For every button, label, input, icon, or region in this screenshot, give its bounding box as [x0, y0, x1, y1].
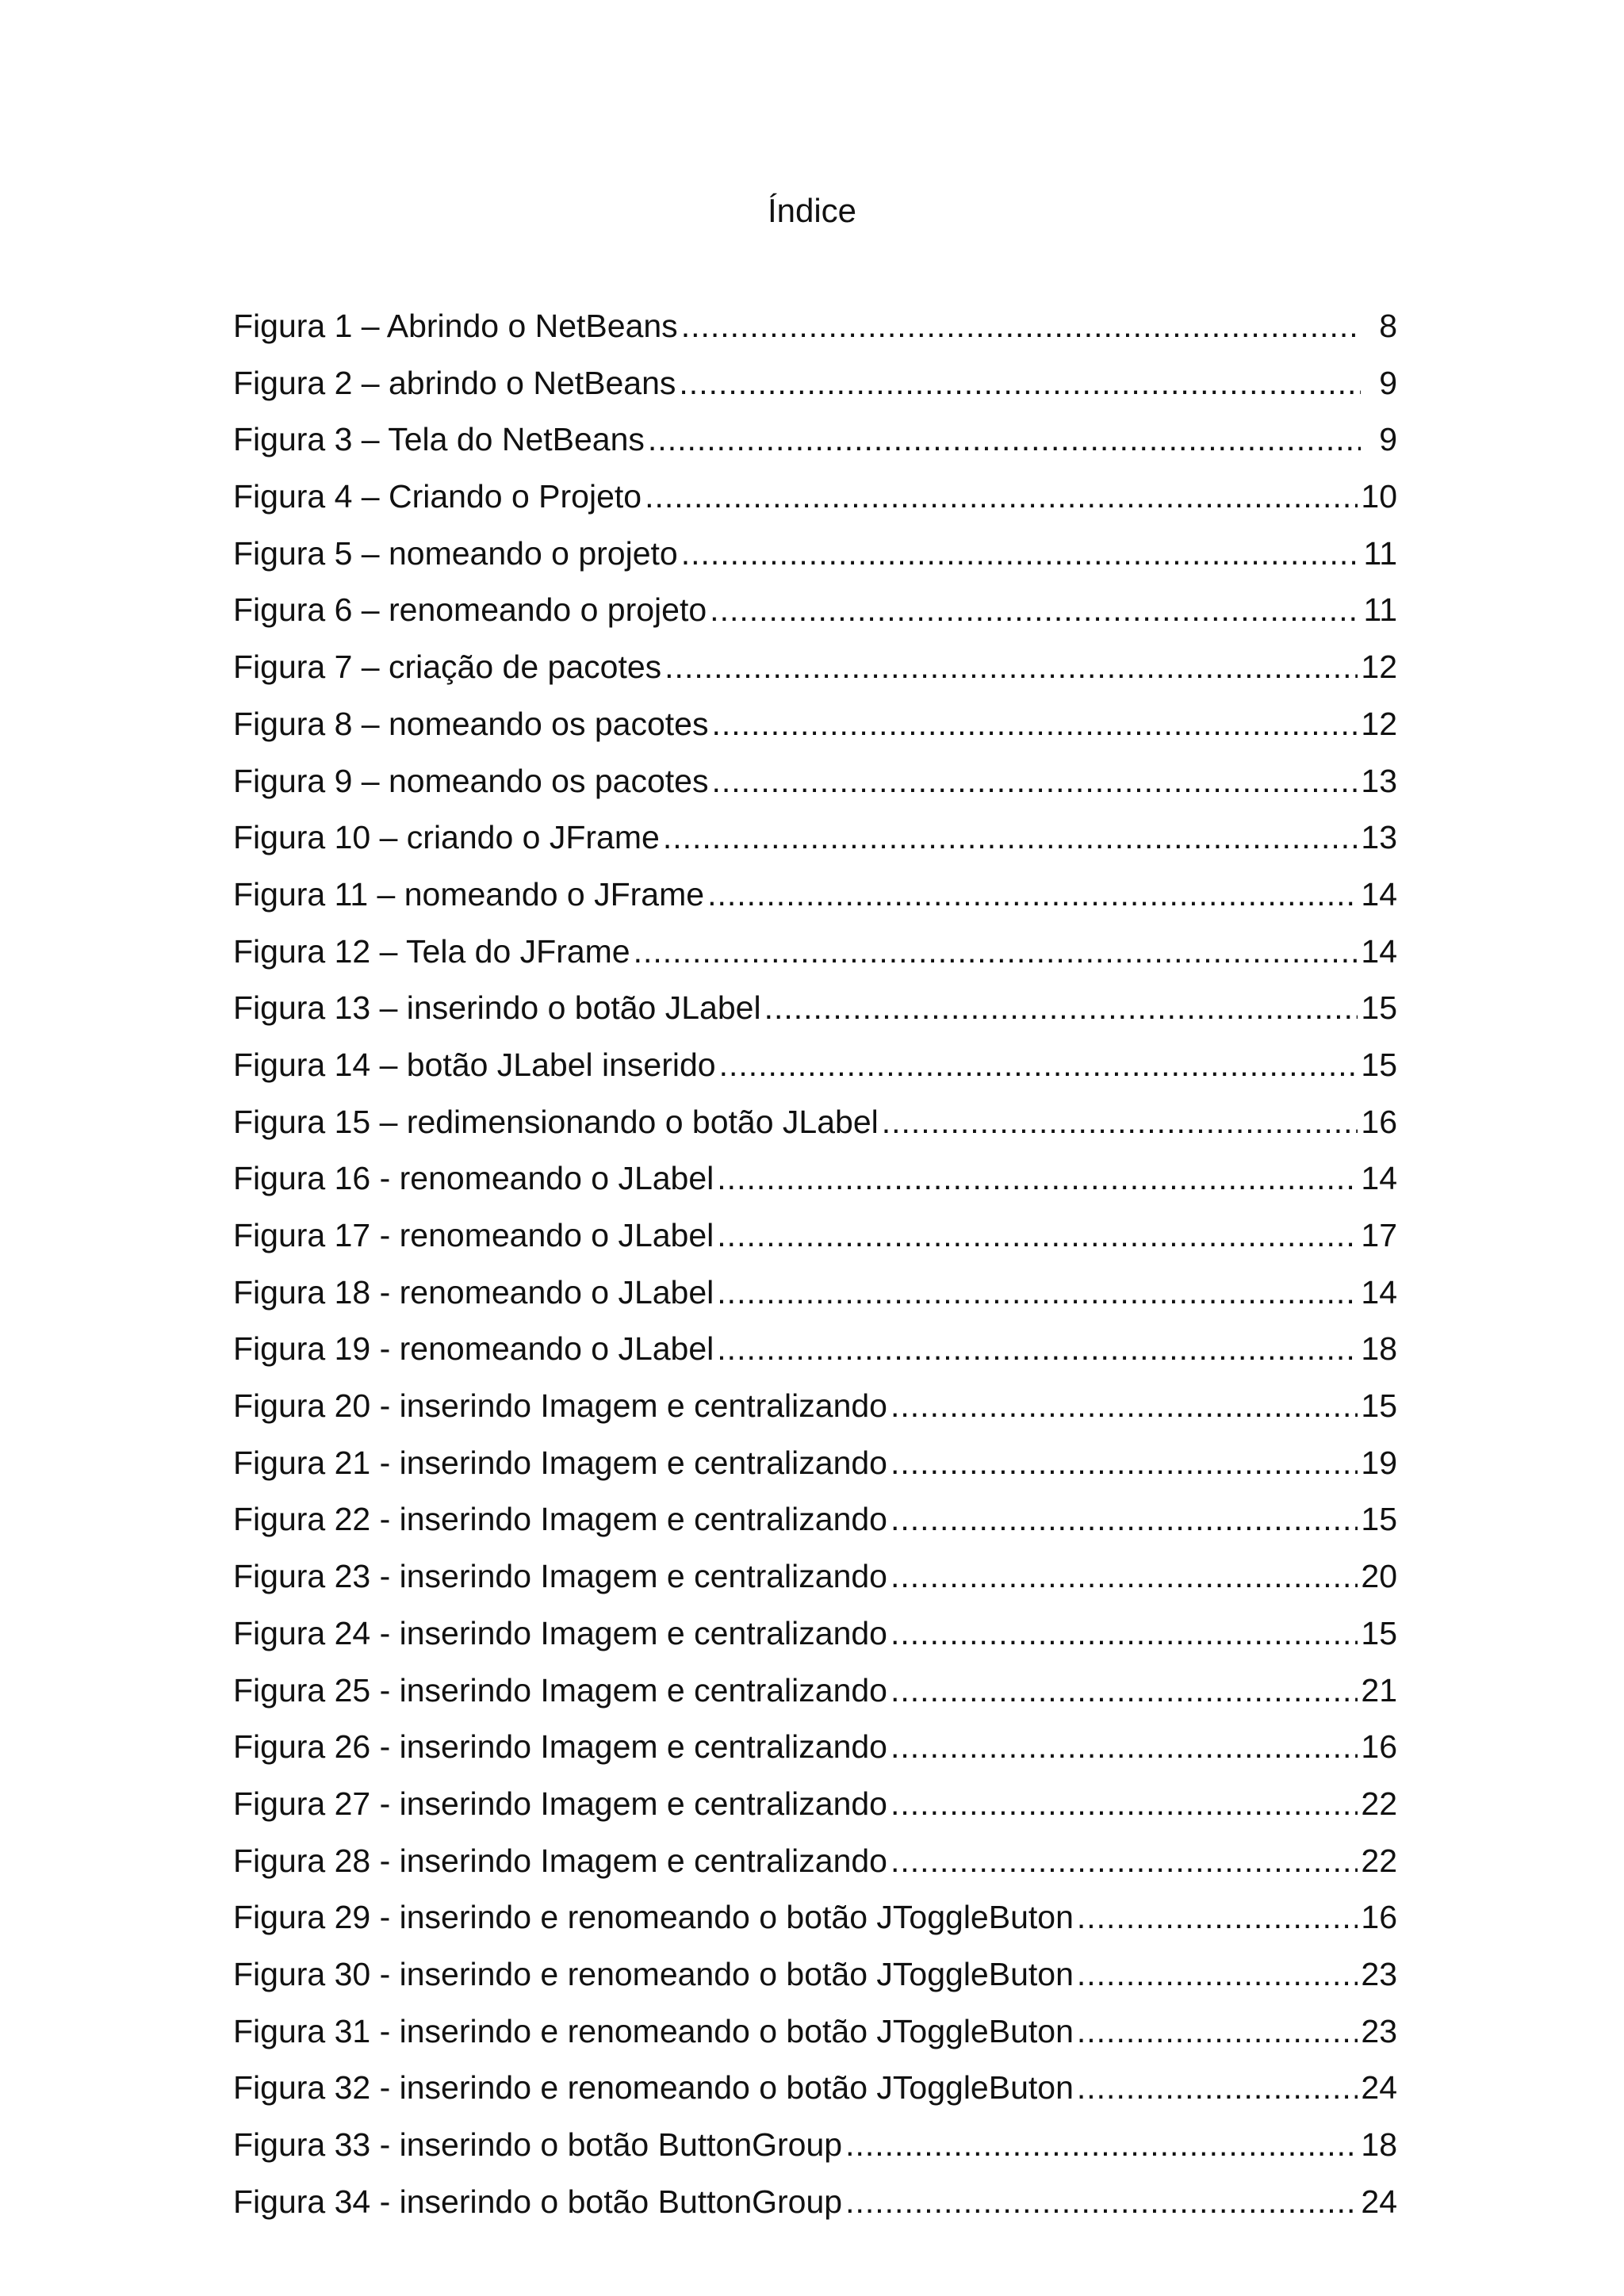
toc-entry-page-number: 24 [1361, 2069, 1397, 2107]
toc-entry[interactable] [233, 1613, 1397, 1670]
dot-leader [764, 987, 1358, 1028]
toc-entry[interactable] [233, 362, 1397, 419]
toc-entry[interactable] [233, 1498, 1397, 1556]
toc-entry-label: Figura 3 – Tela do NetBeans [233, 421, 645, 458]
toc-entry[interactable] [233, 2011, 1397, 2068]
toc-entry[interactable] [233, 1385, 1397, 1442]
dot-leader [845, 2181, 1358, 2222]
toc-entry-label: Figura 16 - renomeando o JLabel [233, 1160, 714, 1197]
toc-entry-page-number: 16 [1361, 1103, 1397, 1140]
toc-entry-label: Figura 7 – criação de pacotes [233, 649, 662, 686]
dot-leader [665, 646, 1358, 687]
toc-entry-page-number: 17 [1361, 1217, 1397, 1253]
page-title: Índice [767, 192, 857, 229]
toc-entry[interactable] [233, 874, 1397, 931]
toc-entry-page-number: 16 [1361, 1728, 1397, 1766]
toc-entry-label: Figura 25 - inserindo Imagem e centralizando [233, 1671, 887, 1709]
dot-leader [634, 931, 1358, 972]
toc-entry[interactable] [233, 1442, 1397, 1499]
toc-entry[interactable] [233, 2124, 1397, 2181]
toc-entry-page-number: 12 [1361, 649, 1397, 686]
toc-entry-label: Figura 22 - inserindo Imagem e centralizando [233, 1501, 887, 1538]
dot-leader [679, 362, 1361, 404]
dot-leader [711, 760, 1358, 802]
toc-entry-label: Figura 34 - inserindo o botão ButtonGroup [233, 2183, 843, 2220]
toc-entry-label: Figura 15 – redimensionando o botão JLabel [233, 1103, 879, 1140]
toc-entry-label: Figura 1 – Abrindo o NetBeans [233, 308, 678, 344]
toc-entry-label: Figura 8 – nomeando os pacotes [233, 705, 709, 742]
toc-entry-page-number: 15 [1361, 1501, 1397, 1538]
dot-leader [891, 1840, 1358, 1881]
toc-entry[interactable] [233, 1896, 1397, 1954]
toc-entry[interactable] [233, 931, 1397, 988]
toc-entry-label: Figura 14 – botão JLabel inserido [233, 1046, 716, 1083]
dot-leader [1077, 1954, 1358, 1995]
toc-entry-label: Figura 23 - inserindo Imagem e centralizando [233, 1558, 887, 1595]
toc-entry[interactable] [233, 533, 1397, 590]
toc-entry-label: Figura 11 – nomeando o JFrame [233, 875, 705, 913]
toc-entry-label: Figura 18 - renomeando o JLabel [233, 1273, 714, 1311]
dot-leader [891, 1385, 1358, 1426]
toc-entry[interactable] [233, 1954, 1397, 2011]
toc-entry[interactable] [233, 419, 1397, 476]
toc-entry[interactable] [233, 1215, 1397, 1272]
dot-leader [717, 1158, 1358, 1199]
toc-entry[interactable] [233, 305, 1397, 362]
toc-entry-label: Figura 13 – inserindo o botão JLabel [233, 989, 761, 1027]
dot-leader [648, 419, 1361, 460]
toc-entry-page-number: 11 [1363, 591, 1397, 629]
toc-entry[interactable] [233, 760, 1397, 817]
toc-entry[interactable] [233, 703, 1397, 760]
toc-entry-page-number: 11 [1363, 534, 1397, 572]
toc-entry[interactable] [233, 476, 1397, 533]
toc-entry[interactable] [233, 1101, 1397, 1158]
dot-leader [681, 305, 1361, 346]
toc-entry-label: Figura 21 - inserindo Imagem e centralizando [233, 1444, 887, 1481]
figure-index-list [233, 305, 1397, 2237]
toc-entry[interactable] [233, 646, 1397, 703]
toc-entry-page-number: 13 [1361, 762, 1397, 799]
toc-entry-page-number: 15 [1361, 1614, 1397, 1651]
toc-entry-page-number: 18 [1361, 1330, 1397, 1368]
toc-entry[interactable] [233, 1726, 1397, 1783]
toc-entry[interactable] [233, 817, 1397, 874]
toc-entry-page-number: 12 [1361, 705, 1397, 742]
toc-entry-page-number: 14 [1361, 875, 1397, 913]
toc-entry-page-number: 10 [1361, 478, 1397, 515]
toc-entry[interactable] [233, 1272, 1397, 1329]
toc-entry-page-number: 23 [1361, 1955, 1397, 1992]
toc-entry-label: Figura 19 - renomeando o JLabel [233, 1330, 714, 1368]
dot-leader [707, 874, 1358, 915]
toc-entry-label: Figura 17 - renomeando o JLabel [233, 1217, 714, 1253]
toc-entry-page-number: 8 [1379, 308, 1397, 344]
toc-entry[interactable] [233, 1840, 1397, 1897]
toc-entry[interactable] [233, 1328, 1397, 1385]
toc-entry-label: Figura 30 - inserindo e renomeando o botão JToggleButon [233, 1955, 1074, 1992]
toc-entry-label: Figura 4 – Criando o Projeto [233, 478, 642, 515]
dot-leader [891, 1498, 1358, 1540]
toc-entry[interactable] [233, 987, 1397, 1044]
dot-leader [717, 1215, 1358, 1256]
dot-leader [891, 1726, 1358, 1767]
toc-entry-page-number: 16 [1361, 1899, 1397, 1936]
dot-leader [711, 703, 1358, 744]
toc-entry-label: Figura 26 - inserindo Imagem e centralizando [233, 1728, 887, 1766]
toc-entry-label: Figura 12 – Tela do JFrame [233, 932, 630, 970]
toc-entry-label: Figura 20 - inserindo Imagem e centralizando [233, 1387, 887, 1425]
toc-entry[interactable] [233, 2067, 1397, 2124]
dot-leader [645, 476, 1358, 517]
toc-entry-label: Figura 5 – nomeando o projeto [233, 534, 678, 572]
toc-entry-page-number: 21 [1361, 1671, 1397, 1709]
toc-entry-page-number: 24 [1361, 2183, 1397, 2220]
toc-entry-label: Figura 6 – renomeando o projeto [233, 591, 707, 629]
dot-leader [882, 1101, 1358, 1142]
toc-entry-page-number: 18 [1361, 2126, 1397, 2163]
toc-entry-label: Figura 24 - inserindo Imagem e centralizando [233, 1614, 887, 1651]
dot-leader [663, 817, 1358, 858]
toc-entry[interactable] [233, 1783, 1397, 1840]
toc-entry-page-number: 19 [1361, 1444, 1397, 1481]
dot-leader [891, 1556, 1358, 1597]
toc-entry[interactable] [233, 1044, 1397, 1101]
dot-leader [719, 1044, 1358, 1085]
toc-entry-page-number: 13 [1361, 819, 1397, 856]
toc-entry-page-number: 15 [1361, 1046, 1397, 1083]
dot-leader [1077, 1896, 1358, 1938]
toc-entry-label: Figura 9 – nomeando os pacotes [233, 762, 709, 799]
toc-entry[interactable] [233, 1556, 1397, 1613]
toc-entry-page-number: 14 [1361, 932, 1397, 970]
toc-entry-label: Figura 28 - inserindo Imagem e centralizando [233, 1842, 887, 1879]
toc-entry-label: Figura 27 - inserindo Imagem e centralizando [233, 1785, 887, 1822]
toc-entry-page-number: 23 [1361, 2012, 1397, 2049]
toc-entry-page-number: 9 [1379, 364, 1397, 401]
dot-leader [891, 1613, 1358, 1654]
dot-leader [717, 1328, 1358, 1369]
toc-entry-page-number: 9 [1379, 421, 1397, 458]
dot-leader [891, 1783, 1358, 1824]
dot-leader [891, 1442, 1358, 1483]
toc-entry-label: Figura 29 - inserindo e renomeando o botão JToggleButon [233, 1899, 1074, 1936]
toc-entry-label: Figura 10 – criando o JFrame [233, 819, 660, 856]
toc-entry-page-number: 14 [1361, 1273, 1397, 1311]
toc-entry[interactable] [233, 2181, 1397, 2238]
dot-leader [710, 589, 1360, 630]
toc-entry-page-number: 22 [1361, 1842, 1397, 1879]
toc-entry-label: Figura 33 - inserindo o botão ButtonGroup [233, 2126, 843, 2163]
dot-leader [717, 1272, 1358, 1313]
dot-leader [891, 1670, 1358, 1711]
toc-entry-page-number: 15 [1361, 1387, 1397, 1425]
toc-entry[interactable] [233, 1670, 1397, 1727]
toc-entry[interactable] [233, 589, 1397, 646]
toc-entry-page-number: 15 [1361, 989, 1397, 1027]
toc-entry-page-number: 14 [1361, 1160, 1397, 1197]
dot-leader [1077, 2011, 1358, 2052]
dot-leader [845, 2124, 1358, 2165]
dot-leader [681, 533, 1361, 574]
toc-entry-label: Figura 31 - inserindo e renomeando o botão JToggleButon [233, 2012, 1074, 2049]
toc-entry-page-number: 22 [1361, 1785, 1397, 1822]
toc-entry[interactable] [233, 1158, 1397, 1215]
toc-entry-label: Figura 2 – abrindo o NetBeans [233, 364, 676, 401]
toc-entry-label: Figura 32 - inserindo e renomeando o botão JToggleButon [233, 2069, 1074, 2107]
toc-entry-page-number: 20 [1361, 1558, 1397, 1595]
dot-leader [1077, 2067, 1358, 2108]
